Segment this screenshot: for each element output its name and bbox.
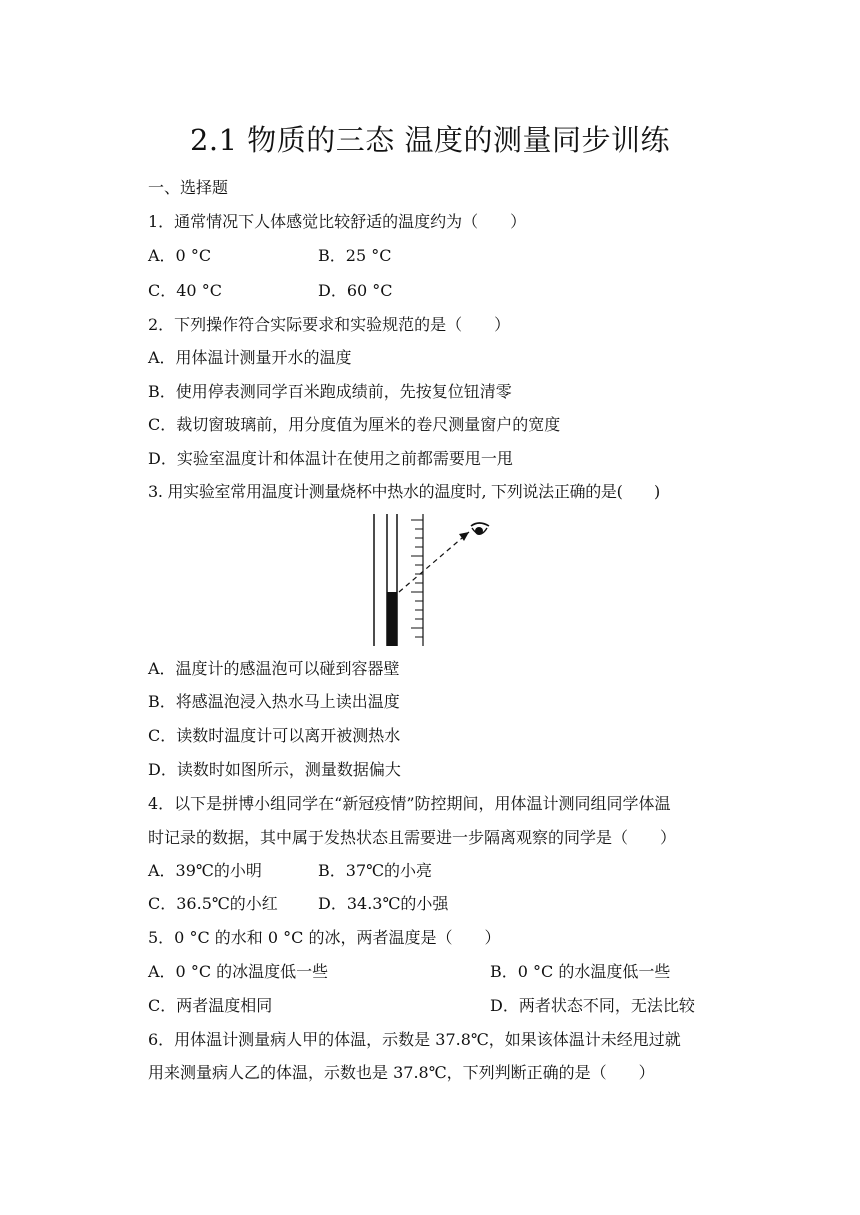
- question-2-option-a: A．用体温计测量开水的温度: [148, 348, 352, 367]
- thermometer-reading-figure: [365, 510, 495, 650]
- question-5-option-d: D．两者状态不同，无法比较: [490, 996, 695, 1015]
- question-2-option-d: D．实验室温度计和体温计在使用之前都需要甩一甩: [148, 449, 513, 468]
- question-3-stem: 3. 用实验室常用温度计测量烧杯中热水的温度时, 下列说法正确的是( ): [148, 482, 660, 501]
- question-2-option-c: C．裁切窗玻璃前，用分度值为厘米的卷尺测量窗户的宽度: [148, 415, 561, 434]
- question-3-option-b: B．将感温泡浸入热水马上读出温度: [148, 692, 400, 711]
- question-2-option-b: B．使用停表测同学百米跑成绩前，先按复位钮清零: [148, 382, 512, 401]
- question-1-stem: 1．通常情况下人体感觉比较舒适的温度约为（ ）: [148, 212, 527, 231]
- question-1-option-c: C．40 °C: [148, 281, 222, 300]
- question-1-option-d: D．60 °C: [318, 281, 393, 300]
- question-4-option-b: B．37℃的小亮: [318, 861, 433, 880]
- page-title: 2.1 物质的三态 温度的测量同步训练: [189, 123, 671, 157]
- question-4-option-d: D．34.3℃的小强: [318, 894, 449, 913]
- question-1-option-b: B．25 °C: [318, 246, 392, 265]
- question-6-stem-line-1: 6．用体温计测量病人甲的体温，示数是 37.8℃，如果该体温计未经甩过就: [148, 1030, 681, 1049]
- question-3-option-c: C．读数时温度计可以离开被测热水: [148, 726, 401, 745]
- question-5-option-c: C．两者温度相同: [148, 996, 273, 1015]
- question-4-option-c: C．36.5℃的小红: [148, 894, 278, 913]
- question-4-stem-line-2: 时记录的数据，其中属于发热状态且需要进一步隔离观察的同学是（ ）: [148, 828, 677, 847]
- section-heading: 一、选择题: [148, 178, 229, 197]
- question-4-stem-line-1: 4．以下是拼博小组同学在“新冠疫情”防控期间，用体温计测同组同学体温: [148, 794, 671, 813]
- question-3-option-d: D．读数时如图所示，测量数据偏大: [148, 760, 401, 779]
- question-4-option-a: A．39℃的小明: [148, 861, 262, 880]
- question-5-stem: 5．0 °C 的水和 0 °C 的冰，两者温度是（ ）: [148, 928, 501, 947]
- question-2-stem: 2．下列操作符合实际要求和实验规范的是（ ）: [148, 315, 511, 334]
- question-6-stem-line-2: 用来测量病人乙的体温，示数也是 37.8℃，下列判断正确的是（ ）: [148, 1063, 655, 1082]
- question-3-option-a: A．温度计的感温泡可以碰到容器壁: [148, 659, 400, 678]
- question-1-option-a: A．0 °C: [148, 246, 212, 265]
- question-5-option-a: A．0 °C 的冰温度低一些: [148, 962, 329, 981]
- question-5-option-b: B．0 °C 的水温度低一些: [490, 962, 671, 981]
